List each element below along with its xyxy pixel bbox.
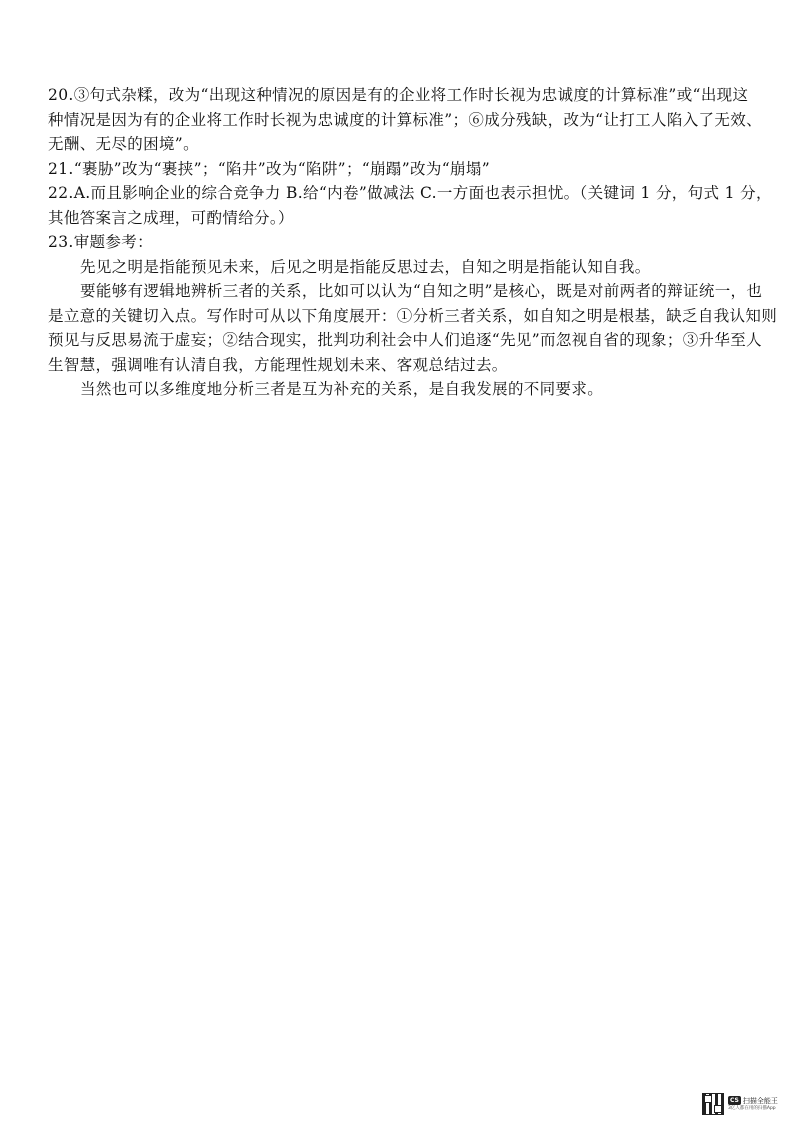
answer-23-paragraph-2-line-3: 预见与反思易流于虚妄；②结合现实，批判功利社会中人们追逐“先见”而忽视自省的现象；③升华至人 [48, 331, 762, 349]
answer-22-line-1: 22.A.而且影响企业的综合竞争力 B.给“内卷”做减法 C.一方面也表示担忧。（关键词 1 分，句式 1 分， [48, 184, 772, 202]
watermark-text [728, 1096, 778, 1112]
watermark-name: 扫描全能王 [742, 1096, 778, 1105]
answer-20-line-3: 无酬、无尽的困境”。 [48, 135, 199, 153]
answer-23-paragraph-2-line-4: 生智慧，强调唯有认清自我，方能理性规划未来、客观总结过去。 [48, 355, 508, 374]
qr-code-icon [702, 1093, 724, 1115]
watermark-subtitle: 3亿人都在用的扫描App [728, 1106, 776, 1111]
answer-20-line-2: 种情况是因为有的企业将工作时长视为忠诚度的计算标准”；⑥成分残缺，改为“让打工人陷入了无效、 [48, 110, 762, 129]
answer-22-line-2: 其他答案言之成理，可酌情给分。） [48, 208, 294, 227]
answer-23-heading: 23.审题参考： [48, 233, 153, 251]
camscanner-logo: CS [730, 1097, 739, 1104]
answer-23-paragraph-2-line-2: 是立意的关键切入点。写作时可从以下角度展开：①分析三者关系，如自知之明是根基，缺乏自我认知则 [48, 306, 778, 325]
scanner-watermark [702, 1090, 784, 1118]
answer-20-line-1: 20.③句式杂糅，改为“出现这种情况的原因是有的企业将工作时长视为忠诚度的计算标准”或“出现这 [48, 86, 749, 104]
answer-23-paragraph-1: 先见之明是指能预见未来，后见之明是指能反思过去，自知之明是指能认知自我。 [80, 257, 651, 276]
answer-document [48, 83, 778, 402]
answer-23-paragraph-3: 当然也可以多维度地分析三者是互为补充的关系，是自我发展的不同要求。 [80, 380, 604, 398]
answer-23-paragraph-2-line-1: 要能够有逻辑地辨析三者的关系，比如可以认为“自知之明”是核心，既是对前两者的辩证统一，也 [80, 282, 763, 300]
answer-21-line-1: 21.“裹胁”改为“裹挟”；“陷井”改为“陷阱”；“崩蹋”改为“崩塌” [48, 159, 490, 178]
